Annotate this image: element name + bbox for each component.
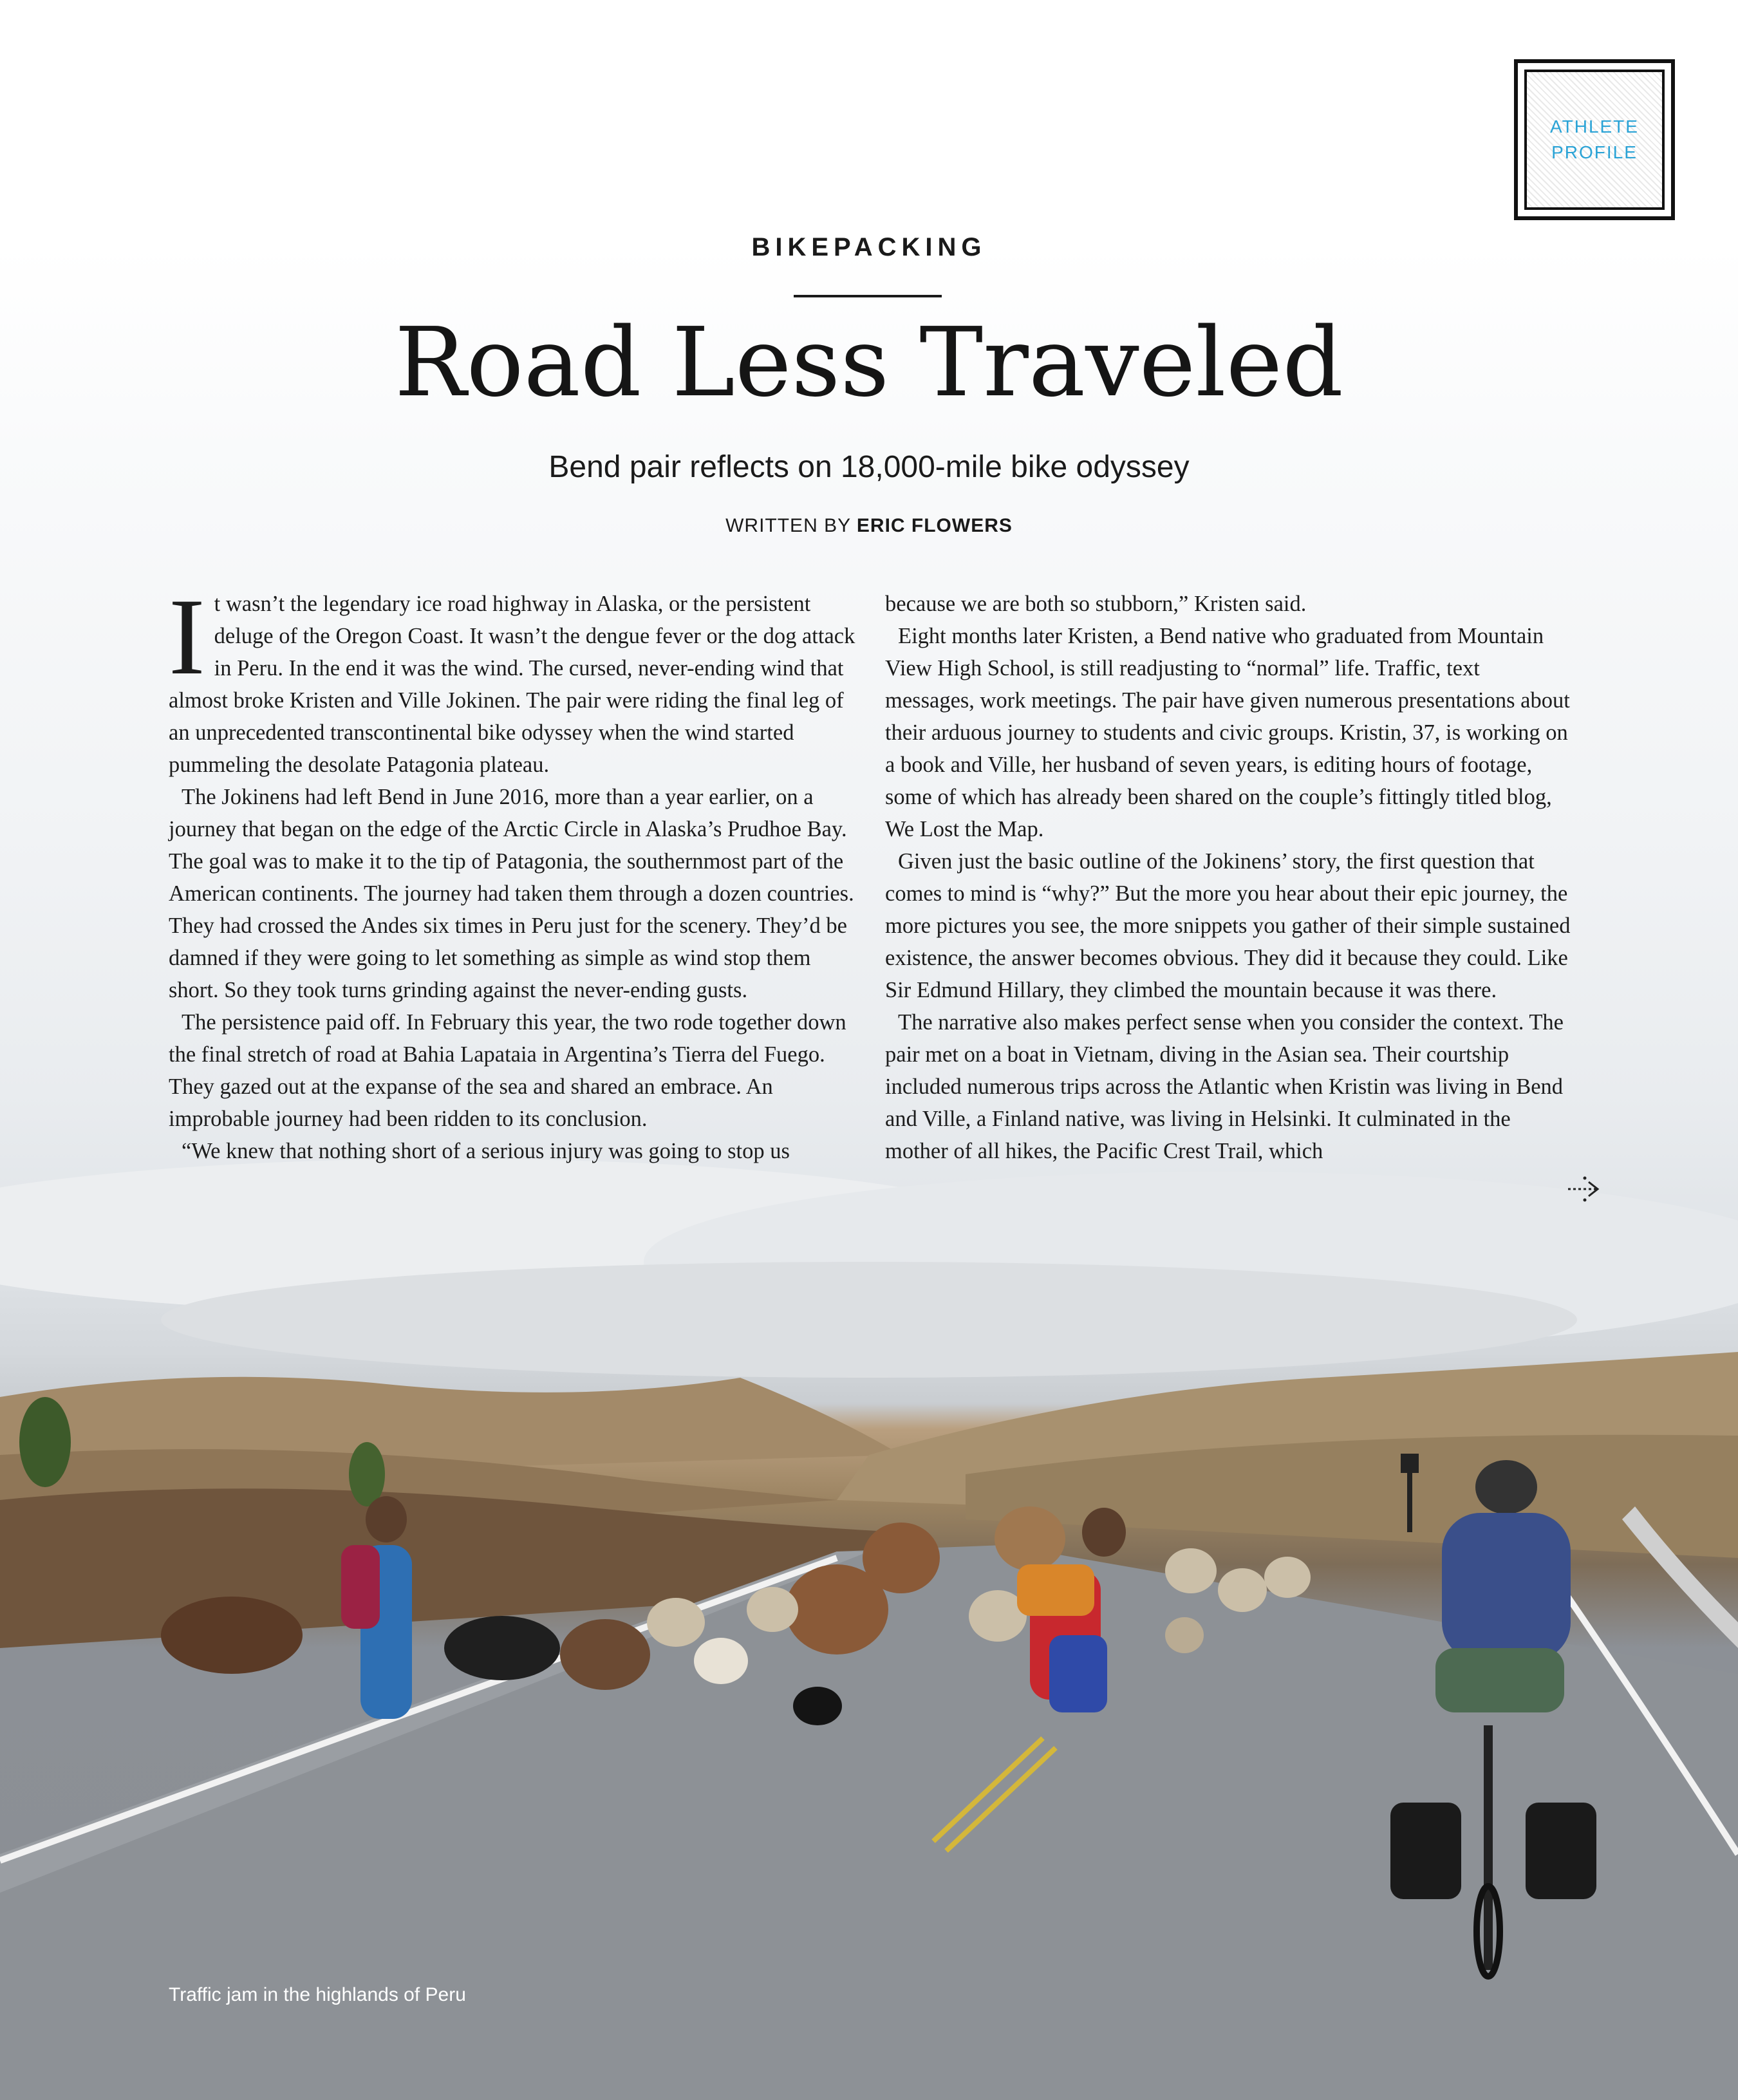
category-box-inner	[1524, 70, 1665, 210]
paragraph-text: t wasn’t the legendary ice road highway in Alaska, or the persistent deluge of the Oregon Coast. It wasn’t the dengue fever or the dog attack in Peru. In the end it was the wind. The cursed, never-ending wind that almost broke Kristen and Ville Jokinen. The pair were riding the final leg of an unprecedented transcontinental bike odyssey when the wind started pummeling the desolate Patagonia plateau.	[169, 592, 855, 777]
paragraph: because we are both so stubborn,” Kristen said.	[885, 592, 1307, 616]
byline-author: ERIC FLOWERS	[856, 515, 1013, 536]
paragraph: Eight months later Kristen, a Bend native who graduated from Mountain View High School, is still readjusting to “normal” life. Traffic, text messages, work meetings. The pair have given numerous presentations about their arduous journey to students and civic groups. Kristin, 37, is working on a book and Ville, her husband of seven years, is editing hours of footage, some of which has already been shared on the couple’s fittingly titled blog, We Lost the Map.	[885, 624, 1570, 841]
byline-prefix: WRITTEN BY	[725, 515, 851, 536]
paragraph: The persistence paid off. In February this year, the two rode together down the final stretch of road at Bahia Lapataia in Argentina’s Tierra del Fuego. They gazed out at the expanse of the sea and shared an embrace. An improbable journey had been ridden to its conclusion.	[169, 1010, 846, 1131]
category-box	[1514, 59, 1675, 220]
category-label-line2: PROFILE	[1551, 142, 1638, 162]
paragraph: The Jokinens had left Bend in June 2016, more than a year earlier, on a journey that began on the edge of the Arctic Circle in Alaska’s Prudhoe Bay. The goal was to make it to the tip of Patagonia, the southernmost part of the American continents. The journey had taken them through a dozen countries. They had crossed the Andes six times in Peru just for the scenery. They’d be damned if they were going to let something as simple as wind stop them short. So they took turns grinding against the never-ending gusts.	[169, 785, 854, 1002]
continued-arrow-icon	[1565, 1173, 1604, 1205]
drop-cap: I	[169, 576, 205, 697]
paragraph: “We knew that nothing short of a serious injury was going to stop us	[182, 1139, 790, 1163]
byline	[0, 515, 1738, 537]
body-column-right	[885, 588, 1574, 1167]
title-divider	[794, 295, 942, 297]
article-title: Road Less Traveled	[395, 307, 1343, 418]
body-column-left	[169, 576, 857, 1167]
category-label-line1: ATHLETE	[1550, 117, 1639, 136]
paragraph: The narrative also makes perfect sense when you consider the context. The pair met on a boat in Vietnam, diving in the Asian sea. Their courtship included numerous trips across the Atlantic when Kristin was living in Bend and Ville, a Finland native, was living in Helsinki. It culminated in the mother of all hikes, the Pacific Crest Trail, which	[885, 1010, 1564, 1163]
photo-caption: Traffic jam in the highlands of Peru	[169, 1984, 466, 2005]
section-kicker: BIKEPACKING	[751, 233, 987, 261]
paragraph	[169, 576, 857, 781]
article-subtitle: Bend pair reflects on 18,000-mile bike odyssey	[548, 450, 1190, 484]
paragraph: Given just the basic outline of the Jokinens’ story, the first question that comes to mind is “why?” But the more you hear about their epic journey, the more pictures you see, the more snippets you gather of their simple sustained existence, the answer becomes obvious. They did it because they could. Like Sir Edmund Hillary, they climbed the mountain because it was there.	[885, 849, 1571, 1002]
